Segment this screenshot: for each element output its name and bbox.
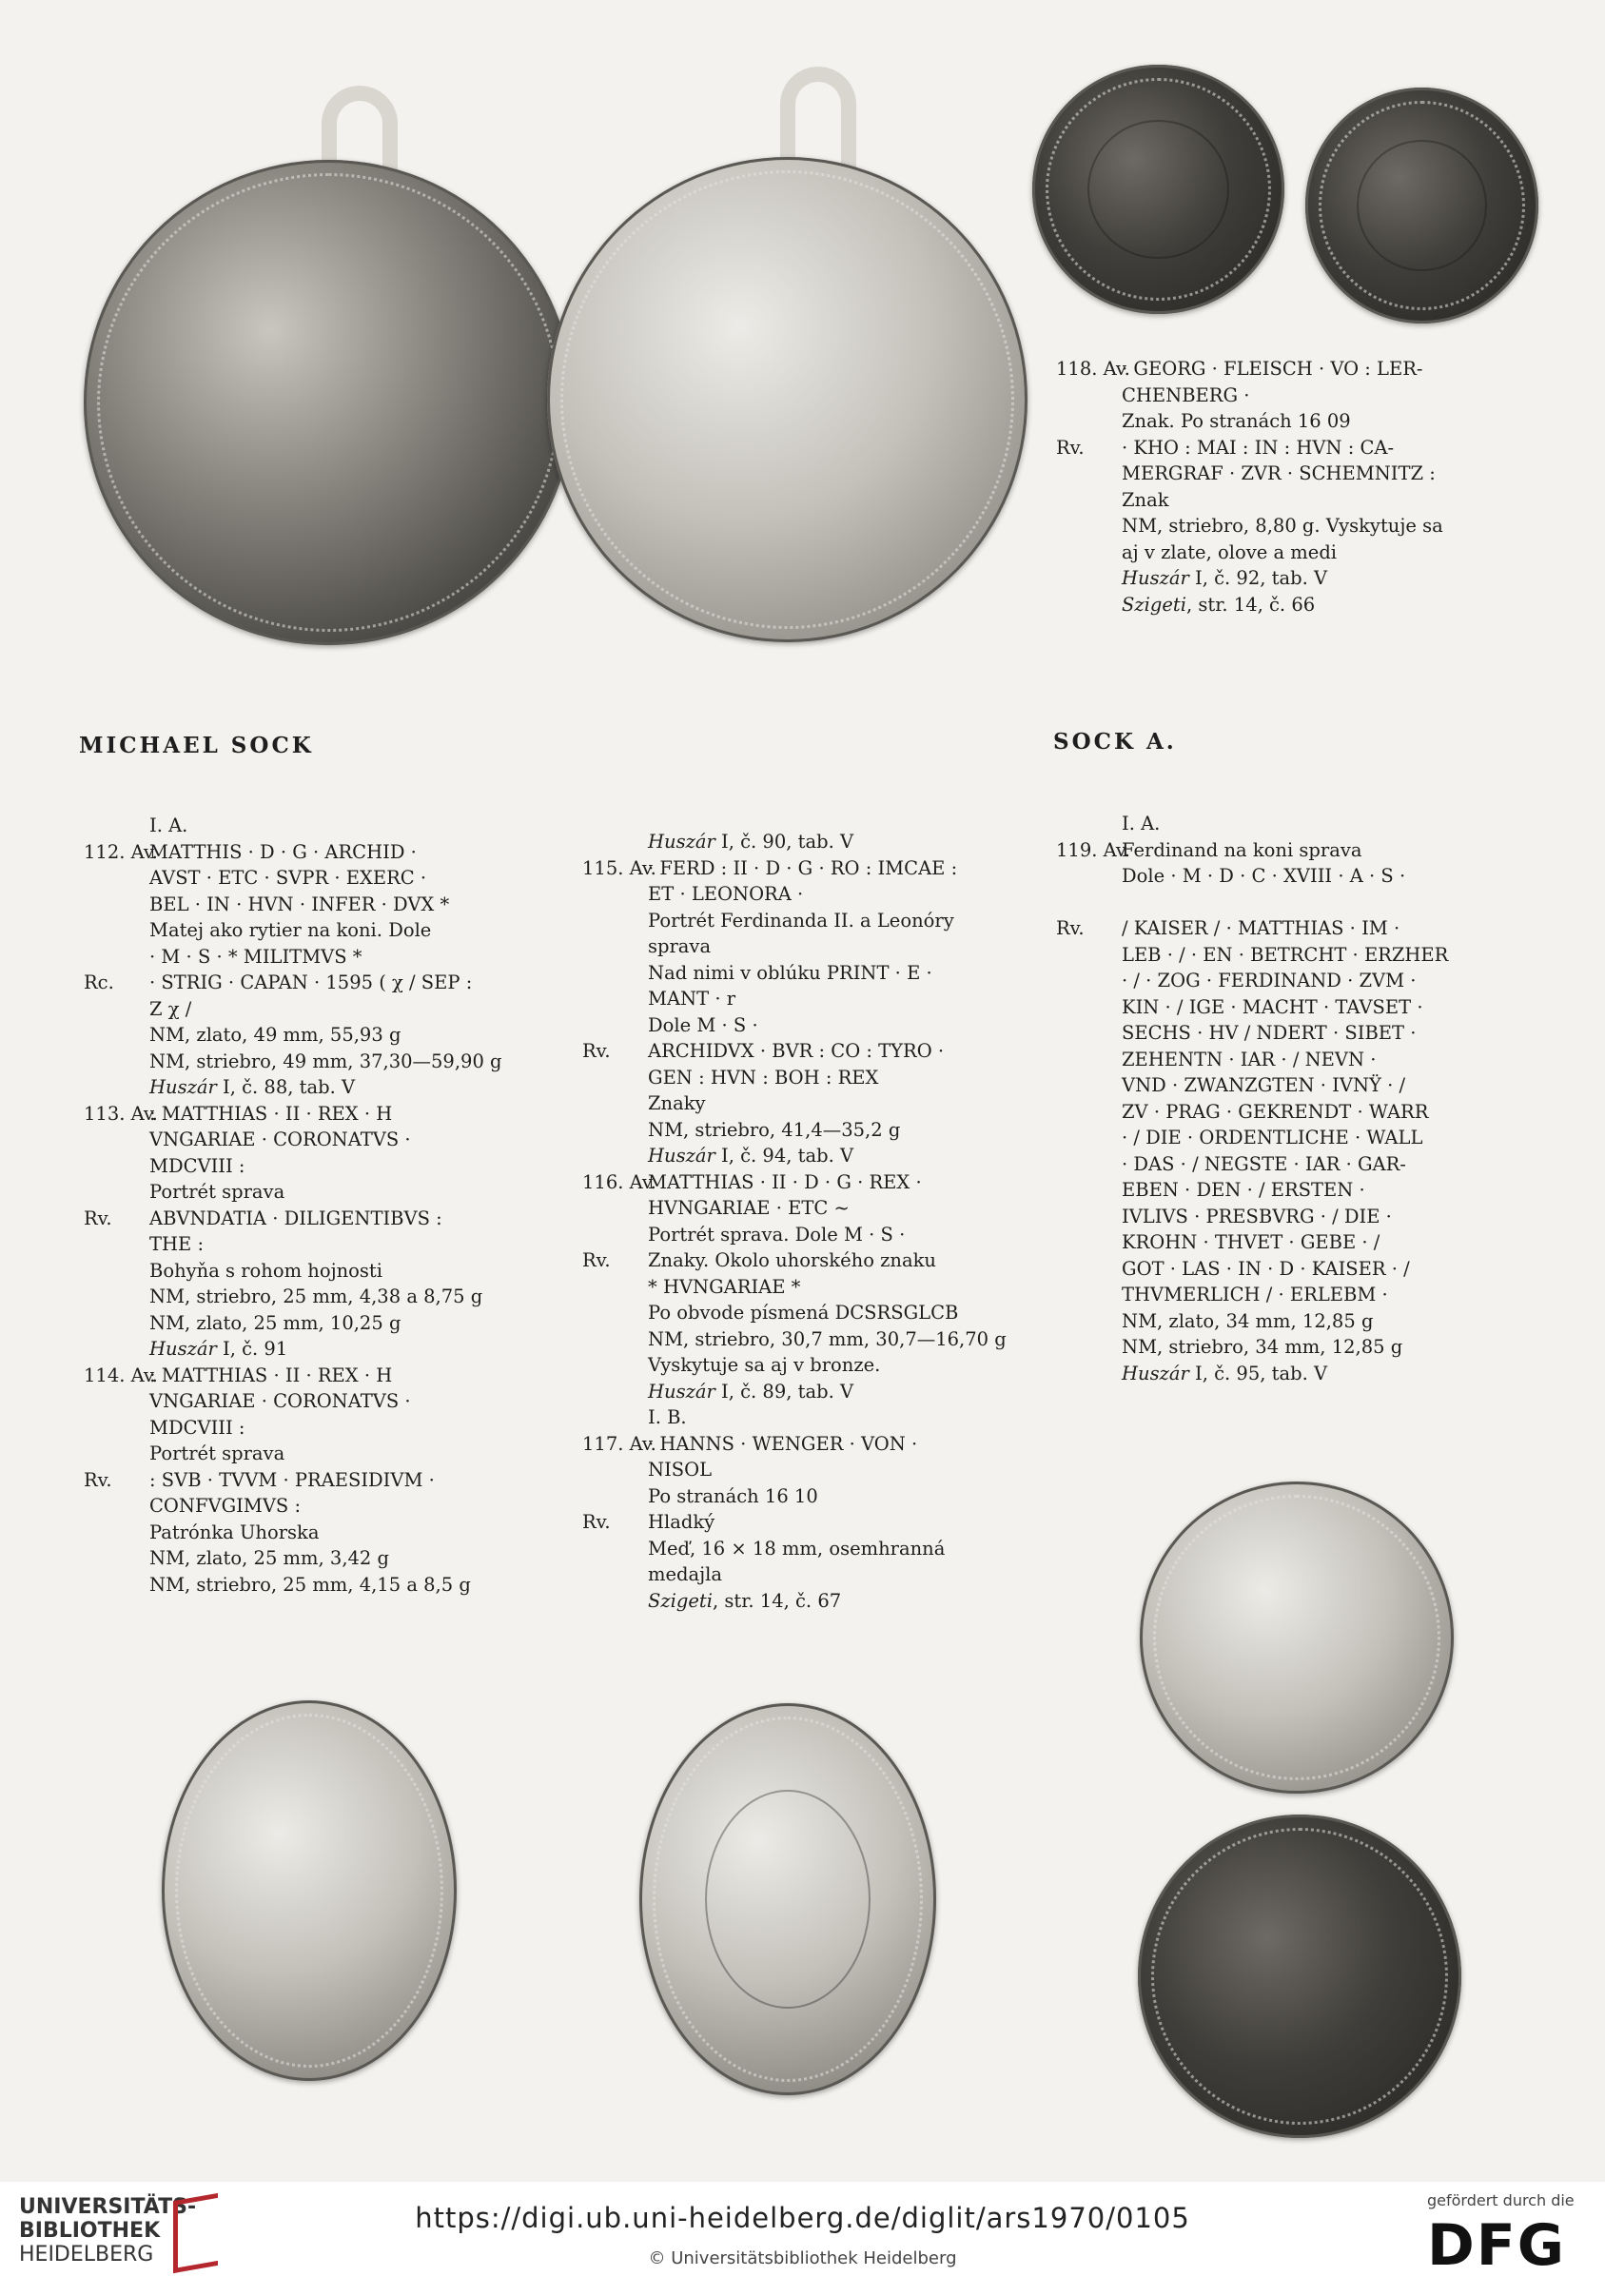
entry-text: VNGARIAE · CORONATVS · [149,1390,411,1412]
entry-text: Portrét sprava. Dole M · S · [648,1223,906,1246]
entry-text: HVNGARIAE · ETC ~ [648,1197,850,1219]
catalogue-line [1056,565,1443,592]
catalogue-line [582,1431,1007,1458]
catalogue-line [1056,1308,1448,1335]
entry-text: VNGARIAE · CORONATVS · [149,1128,411,1150]
catalogue-line [582,1404,1007,1431]
catalogue-line [1056,863,1448,890]
entry-text: : SVB · TVVM · PRAESIDIVM · [149,1468,435,1491]
entry-text: VND · ZWANZGTEN · IVNŸ · / [1122,1074,1406,1096]
entry-text: EBEN · DEN · / ERSTEN · [1122,1179,1365,1201]
entry-text: Dole M · S · [648,1013,758,1036]
catalogue-line [582,933,1007,960]
entry-118 [1056,356,1443,618]
entry-text: ZV · PRAG · GEKRENDT · WARR [1122,1100,1429,1123]
entry-text: IVLIVS · PRESBVRG · / DIE · [1122,1205,1392,1227]
coin-118-obverse-image [1032,65,1284,314]
entry-text: · HANNS · WENGER · VON · [648,1432,918,1455]
entry-text: Huszár I, č. 89, tab. V [648,1380,854,1403]
catalogue-line [84,1258,502,1285]
catalogue-column-2 [582,829,1007,1614]
entry-label: 114. Av. [84,1364,158,1386]
catalogue-line [84,1049,502,1075]
heading-michael-sock: MICHAEL SOCK [79,733,314,758]
catalogue-line [84,1231,502,1258]
entry-text: medajla [648,1563,723,1585]
entry-label: 113. Av. [84,1102,158,1125]
entry-text: THVMERLICH / · ERLEBM · [1122,1284,1388,1305]
entry-text: Huszár I, č. 94, tab. V [648,1145,854,1167]
entry-label: Rv. [582,1249,611,1271]
catalogue-line [84,839,502,866]
catalogue-line [1056,1151,1448,1178]
catalogue-line [1056,1229,1448,1256]
catalogue-line [582,1222,1007,1248]
catalogue-line [582,1195,1007,1222]
entry-text: Znak [1122,488,1169,511]
entry-text: I. A. [1122,813,1161,834]
entry-text: · / · ZOG · FERDINAND · ZVM · [1122,970,1417,991]
entry-text: CHENBERG · [1122,383,1250,406]
library-name-line3: HEIDELBERG [19,2243,154,2267]
entry-text: Huszár I, č. 92, tab. V [1122,567,1328,589]
entry-label: Rc. [84,971,114,993]
catalogue-line [1056,994,1448,1021]
entry-text: Szigeti, str. 14, č. 66 [1122,593,1316,616]
entry-text: Meď, 16 × 18 mm, osemhranná [648,1537,946,1560]
entry-label: Rv. [1056,917,1085,939]
entry-text: Huszár I, č. 95, tab. V [1122,1362,1328,1384]
entry-text: ARCHIDVX · BVR : CO : TYRO · [648,1040,945,1062]
entry-text: I. B. [648,1406,687,1428]
catalogue-line [84,1388,502,1415]
entry-text: NM, striebro, 30,7 mm, 30,7—16,70 g [648,1327,1007,1350]
permalink-url[interactable]: https://digi.ub.uni-heidelberg.de/diglit/ars1970/0105 [415,2202,1190,2234]
catalogue-line [1056,1047,1448,1073]
medal-119-reverse-image [1138,1815,1461,2138]
catalogue-line [84,1572,502,1599]
library-name-line2: BIBLIOTHEK [19,2219,161,2243]
catalogue-line [1056,408,1443,435]
entry-text: NM, zlato, 25 mm, 3,42 g [149,1547,390,1569]
entry-text: : MATTHIAS · II · REX · H [149,1102,393,1125]
entry-label: 117. Av. [582,1432,656,1455]
catalogue-line [84,1127,502,1153]
entry-text: NM, zlato, 25 mm, 10,25 g [149,1311,401,1334]
catalogue-line [582,1300,1007,1326]
entry-text: / KAISER / · MATTHIAS · IM · [1122,917,1400,939]
entry-text: CONFVGIMVS : [149,1495,302,1517]
entry-text: · KHO : MAI : IN : HVN : CA- [1122,436,1395,459]
copyright-notice: © Universitätsbibliothek Heidelberg [648,2248,957,2268]
catalogue-line [582,908,1007,934]
catalogue-line [582,1143,1007,1169]
entry-text: Huszár I, č. 88, tab. V [149,1076,356,1098]
coin-118-reverse-image [1305,88,1538,324]
catalogue-line [1056,1099,1448,1126]
entry-text: aj v zlate, olove a medi [1122,540,1338,563]
entry-text: Vyskytuje sa aj v bronze. [648,1354,881,1376]
catalogue-line [582,1065,1007,1091]
catalogue-line [582,1326,1007,1353]
entry-label: 116. Av. [582,1170,656,1193]
entry-text: NM, striebro, 25 mm, 4,38 a 8,75 g [149,1285,483,1307]
entry-text: KROHN · THVET · GEBE · / [1122,1231,1380,1253]
entry-text: Matej ako rytier na koni. Dole [149,919,432,941]
catalogue-line [1056,383,1443,409]
catalogue-line [582,1274,1007,1301]
entry-text: · GEORG · FLEISCH · VO : LER- [1122,358,1423,380]
entry-text: Szigeti, str. 14, č. 67 [648,1589,842,1612]
catalogue-line [1056,487,1443,514]
catalogue-line [84,1545,502,1572]
catalogue-line [84,1101,502,1128]
entry-text: · DAS · / NEGSTE · IAR · GAR- [1122,1152,1406,1175]
entry-text: · FERD : II · D · G · RO : IMCAE : [648,856,958,879]
catalogue-line [582,1536,1007,1562]
entry-text: Dole · M · D · C · XVIII · A · S · [1122,865,1406,887]
entry-text [1122,892,1127,913]
entry-text: SECHS · HV / NDERT · SIBET · [1122,1022,1417,1044]
entry-text: Nad nimi v oblúku PRINT · E · [648,961,932,984]
entry-text: Portrét sprava [149,1442,285,1464]
catalogue-line [582,1561,1007,1588]
entry-label: Rv. [84,1207,112,1229]
catalogue-line [1056,1282,1448,1308]
catalogue-line [84,1520,502,1546]
catalogue-line [582,1012,1007,1039]
catalogue-line [582,1038,1007,1065]
entry-text: NISOL [648,1459,713,1481]
medal-119-obverse-image [1140,1482,1454,1794]
viewer-footer [0,2182,1605,2296]
entry-text: KIN · / IGE · MACHT · TAVSET · [1122,995,1423,1018]
catalogue-line [582,1352,1007,1379]
catalogue-line [582,1509,1007,1536]
catalogue-line [84,1284,502,1310]
entry-text: NM, striebro, 49 mm, 37,30—59,90 g [149,1050,502,1072]
coin-113-portrait-image [162,1700,457,2081]
entry-text: Po stranách 16 10 [648,1484,818,1507]
catalogue-line [84,970,502,996]
catalogue-line [1056,1125,1448,1151]
catalogue-line [1056,811,1448,837]
entry-text: NM, striebro, 34 mm, 12,85 g [1122,1336,1403,1358]
entry-text: GOT · LAS · IN · D · KAISER · / [1122,1257,1410,1280]
entry-text: MDCVIII : [149,1416,245,1439]
catalogue-line [1056,435,1443,461]
catalogue-line [582,1117,1007,1144]
library-name-line1: UNIVERSITÄTS- [19,2195,197,2219]
catalogue-line [84,1415,502,1442]
catalogue-line [1056,592,1443,618]
catalogue-line [84,1310,502,1337]
entry-text: Bohyňa s rohom hojnosti [149,1259,383,1282]
entry-text: NM, striebro, 8,80 g. Vyskytuje sa [1122,515,1443,537]
catalogue-line [84,917,502,944]
entry-text: MERGRAF · ZVR · SCHEMNITZ : [1122,462,1436,484]
catalogue-line [84,1441,502,1467]
entry-text: * HVNGARIAE * [648,1275,801,1298]
entry-text: MATTHIS · D · G · ARCHID · [149,840,417,863]
entry-text: ABVNDATIA · DILIGENTIBVS : [149,1207,442,1229]
entry-text: MDCVIII : [149,1154,245,1177]
entry-text: · STRIG · CAPAN · 1595 ( χ / SEP : [149,971,473,993]
funding-note: gefördert durch die [1427,2191,1575,2209]
catalogue-line [1056,1177,1448,1204]
entry-text: ZEHENTN · IAR · / NEVN · [1122,1048,1377,1070]
catalogue-line [1056,890,1448,916]
catalogue-line [1056,1334,1448,1361]
catalogue-line [582,1379,1007,1405]
catalogue-line [582,1457,1007,1483]
entry-text: · / DIE · ORDENTLICHE · WALL [1122,1127,1423,1148]
catalogue-line [84,1179,502,1206]
entry-text: Ferdinand na koni sprava [1122,838,1362,861]
entry-text: NM, zlato, 34 mm, 12,85 g [1122,1309,1374,1332]
catalogue-line [84,1074,502,1101]
entry-text: Patrónka Uhorska [149,1521,320,1543]
medal-112-reverse-image [547,157,1028,642]
entry-text: Znaky [648,1092,706,1114]
catalogue-line [582,986,1007,1012]
catalogue-line [84,813,502,839]
entry-label: Rv. [582,1511,611,1533]
entry-label: 119. Av. [1056,838,1130,861]
entry-text: AVST · ETC · SVPR · EXERC · [149,867,427,889]
catalogue-line [84,1206,502,1232]
catalogue-line [84,1363,502,1389]
entry-text: MANT · r [648,988,736,1010]
catalogue-line [582,960,1007,987]
entry-label: 115. Av. [582,856,656,879]
entry-label: Rv. [1056,436,1085,459]
catalogue-line [582,1090,1007,1117]
catalogue-line [582,881,1007,908]
entry-text: Hladký [648,1511,715,1533]
entry-label: Rv. [582,1040,611,1062]
catalogue-line [582,1169,1007,1196]
entry-text: GEN : HVN : BOH : REX [648,1066,879,1089]
catalogue-line [84,1336,502,1363]
entry-text: NM, striebro, 41,4—35,2 g [648,1118,901,1141]
catalogue-line [582,1247,1007,1274]
catalogue-line [1056,1256,1448,1283]
catalogue-line [84,1022,502,1049]
entry-text: : MATTHIAS · II · REX · H [149,1364,393,1386]
catalogue-line [1056,837,1448,864]
catalogue-line [582,1588,1007,1615]
catalogue-line [1056,513,1443,540]
catalogue-line [84,1153,502,1180]
catalogue-line [582,829,1007,855]
dfg-logo[interactable]: DFG [1427,2212,1567,2279]
catalogue-line [84,1467,502,1494]
entry-text: THE : [149,1233,205,1255]
catalogue-line [1056,968,1448,994]
entry-label: 112. Av. [84,840,158,863]
entry-text: LEB · / · EN · BETRCHT · ERZHER [1122,943,1449,966]
catalogue-line [84,1493,502,1520]
catalogue-line [84,865,502,892]
catalogue-line [1056,461,1443,487]
entry-text: NM, striebro, 25 mm, 4,15 a 8,5 g [149,1573,471,1596]
entry-text: I. A. [149,814,188,836]
entry-text: Po obvode písmená DCSRSGLCB [648,1302,959,1324]
entry-text: Znak. Po stranách 16 09 [1122,410,1351,432]
catalogue-line [1056,356,1443,383]
entry-text: ET · LEONORA · [648,883,804,905]
entry-text: sprava [648,935,712,957]
entry-text: Z χ / [149,997,192,1020]
heading-sock-a: SOCK A. [1053,729,1177,755]
catalogue-line [582,1483,1007,1510]
entry-label: 118. Av. [1056,358,1130,380]
coin-116-arms-image [639,1703,936,2095]
entry-text: · M · S · * MILITMVS * [149,945,362,968]
catalogue-line [1056,540,1443,566]
catalogue-line [1056,1361,1448,1387]
entry-text: BEL · IN · HVN · INFER · DVX * [149,893,450,915]
entry-text: Portrét sprava [149,1181,285,1203]
entry-text: Portrét Ferdinanda II. a Leonóry [648,909,954,932]
catalogue-line [1056,915,1448,942]
catalogue-line [582,855,1007,882]
entry-text: MATTHIAS · II · D · G · REX · [648,1170,922,1193]
entry-text: NM, zlato, 49 mm, 55,93 g [149,1024,401,1046]
entry-text: Huszár I, č. 91 [149,1338,288,1360]
catalogue-column-1 [84,813,502,1598]
entry-text: Huszár I, č. 90, tab. V [648,831,854,853]
catalogue-line [1056,1072,1448,1099]
catalogue-line [84,944,502,971]
catalogue-line [84,996,502,1023]
medal-112-obverse-image [84,160,574,645]
entry-text: Znaky. Okolo uhorského znaku [648,1249,936,1271]
catalogue-line [1056,1020,1448,1047]
catalogue-line [1056,1204,1448,1230]
catalogue-line [84,892,502,918]
catalogue-line [1056,942,1448,969]
entry-label: Rv. [84,1468,112,1491]
catalogue-column-3 [1056,811,1448,1386]
